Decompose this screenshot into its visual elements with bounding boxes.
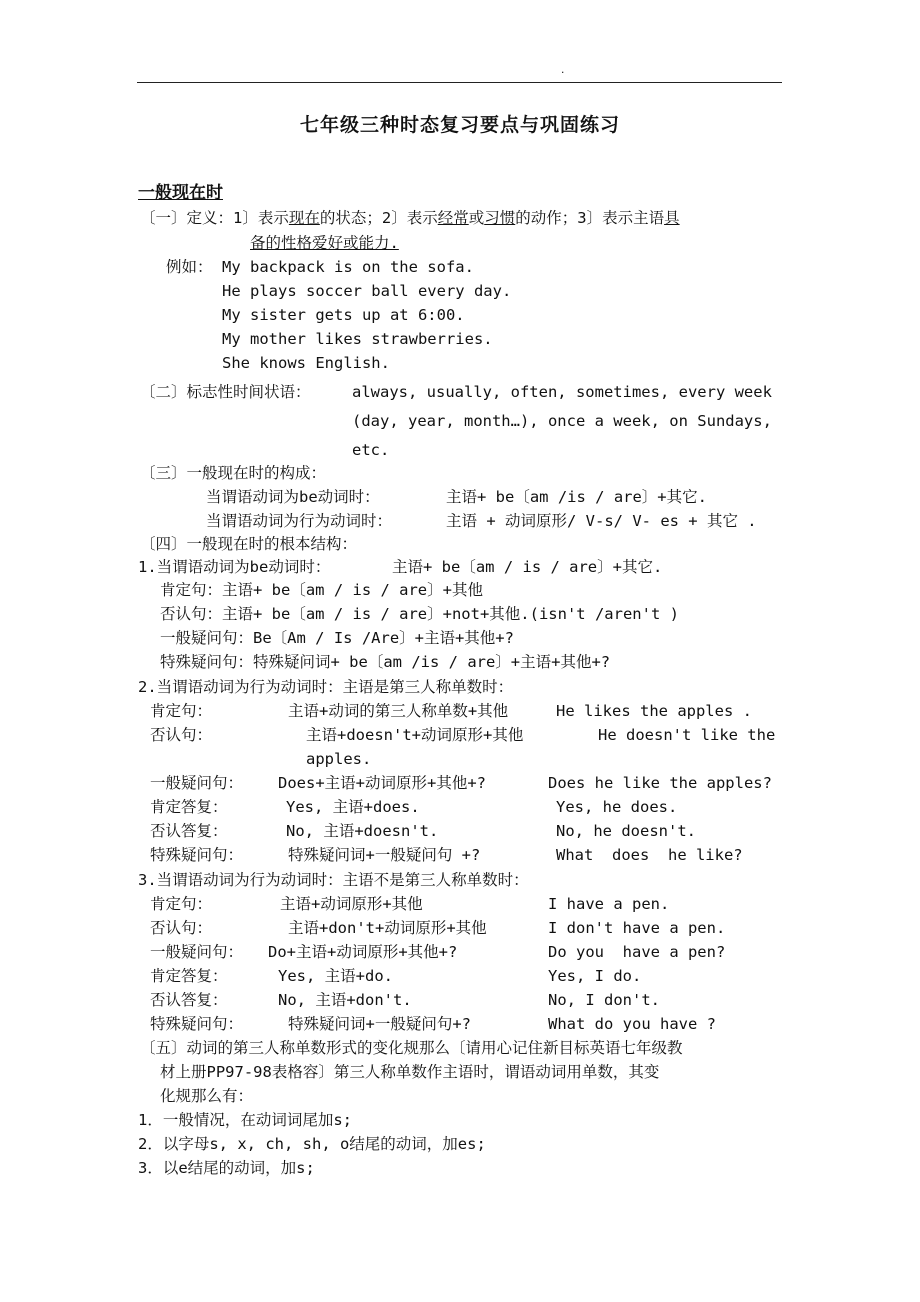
part2-row-formula: 主语+动词的第三人称单数+其他: [288, 702, 509, 720]
time-words-line: etc.: [352, 441, 390, 459]
part2-row-label: 肯定句：: [150, 702, 213, 720]
part3-row-formula: No, 主语+don't.: [278, 991, 412, 1009]
part3-row-label: 否认句：: [150, 919, 213, 937]
rules-item: 3．以e结尾的动词，加s;: [138, 1159, 315, 1177]
part3-row-label: 肯定答复：: [150, 967, 228, 985]
part3-row-label: 特殊疑问句：: [150, 1015, 244, 1033]
part3-row-formula: Do+主语+动词原形+其他+?: [268, 943, 458, 961]
section-heading: 一般现在时: [138, 183, 223, 203]
part2-row-formula: Does+主语+动词原形+其他+?: [278, 774, 486, 792]
header-rule: [137, 82, 782, 83]
rules-line-3: 化规那么有：: [160, 1087, 254, 1105]
part2-row-formula: Yes, 主语+does.: [286, 798, 420, 816]
part2-row-formula: No, 主语+doesn't.: [286, 822, 439, 840]
part3-row-example: I don't have a pen.: [548, 919, 726, 937]
rules-line-2: 材上册PP97-98表格容〕第三人称单数作主语时，谓语动词用单数，其变: [160, 1063, 660, 1081]
part3-row-label: 肯定句：: [150, 895, 213, 913]
part3-heading: 3.当谓语动词为行为动词时：主语不是第三人称单数时：: [138, 871, 529, 889]
definition-underline-3: 习惯: [484, 209, 516, 227]
structure-verb-formula: 主语 + 动词原形/ V-s/ V- es + 其它 .: [446, 512, 757, 530]
page-title: 七年级三种时态复习要点与巩固练习: [299, 114, 620, 136]
time-words-line: (day, year, month…), once a week, on Sundays,: [352, 412, 772, 430]
part1-line: 肯定句：主语+ be〔am / is / are〕+其他: [160, 581, 483, 599]
part1-heading-formula: 主语+ be〔am / is / are〕+其它.: [392, 558, 663, 576]
example-line: He plays soccer ball every day.: [222, 282, 512, 300]
rules-item: 1．一般情况，在动词词尾加s;: [138, 1111, 352, 1129]
rules-line-1: 〔五〕动词的第三人称单数形式的变化规那么〔请用心记住新目标英语七年级教: [140, 1039, 683, 1057]
structure-verb-label: 当谓语动词为行为动词时：: [206, 512, 393, 530]
part3-row-formula: Yes, 主语+do.: [278, 967, 393, 985]
part2-row-example: No, he doesn't.: [556, 822, 696, 840]
part3-row-formula: 主语+动词原形+其他: [280, 895, 423, 913]
header-dot: .: [560, 66, 566, 76]
definition-text-1: 的状态；2〕表示: [319, 209, 438, 227]
example-line: My sister gets up at 6:00.: [222, 306, 465, 324]
definition-line-1: [140, 208, 680, 228]
part3-row-example: No, I don't.: [548, 991, 660, 1009]
part2-row-label: 否认句：: [150, 726, 213, 744]
part2-heading: 2.当谓语动词为行为动词时：主语是第三人称单数时：: [138, 678, 514, 696]
structure-be-label: 当谓语动词为be动词时：: [206, 488, 380, 506]
example-line: She knows English.: [222, 354, 390, 372]
definition-text-2: 或: [468, 209, 485, 227]
part2-row-example: He likes the apples .: [556, 702, 752, 720]
part1-line: 否认句：主语+ be〔am / is / are〕+not+其他.(isn't /aren't ): [160, 605, 679, 623]
part2-row-formula: 特殊疑问词+一般疑问句 +?: [288, 846, 481, 864]
part2-row-label: 一般疑问句：: [150, 774, 244, 792]
example-line: My mother likes strawberries.: [222, 330, 493, 348]
part3-row-formula: 特殊疑问词+一般疑问句+?: [288, 1015, 471, 1033]
rules-item: 2．以字母s, x, ch, sh, o结尾的动词，加es;: [138, 1135, 486, 1153]
definition-underline-2: 经常: [437, 209, 469, 227]
part2-row-example: What does he like?: [556, 846, 743, 864]
part3-row-example: Yes, I do.: [548, 967, 642, 985]
definition-underline-4: 具: [664, 209, 680, 227]
part2-row-label: 肯定答复：: [150, 798, 228, 816]
part3-row-example: Do you have a pen?: [548, 943, 726, 961]
part2-row-formula: 主语+doesn't+动词原形+其他: [306, 726, 524, 744]
part2-row-example: He doesn't like the: [598, 726, 776, 744]
part3-row-formula: 主语+don't+动词原形+其他: [288, 919, 487, 937]
structure-be-formula: 主语+ be〔am /is / are〕+其它.: [446, 488, 707, 506]
time-words-label: 〔二〕标志性时间状语：: [140, 383, 311, 401]
part2-row-label: 否认答复：: [150, 822, 228, 840]
part2-row-label: 特殊疑问句：: [150, 846, 244, 864]
definition-underline-1: 现在: [288, 209, 320, 227]
definition-text-3: 的动作；3〕表示主语: [515, 209, 665, 227]
part2-row-example: Does he like the apples?: [548, 774, 772, 792]
time-words-line: always, usually, often, sometimes, every week: [352, 383, 772, 401]
part3-row-example: I have a pen.: [548, 895, 670, 913]
part3-row-example: What do you have ?: [548, 1015, 716, 1033]
part2-row-example: Yes, he does.: [556, 798, 678, 816]
part3-row-label: 否认答复：: [150, 991, 228, 1009]
part1-line: 一般疑问句：Be〔Am / Is /Are〕+主语+其他+?: [160, 629, 514, 647]
example-line: My backpack is on the sofa.: [222, 258, 474, 276]
part3-row-label: 一般疑问句：: [150, 943, 244, 961]
part1-line: 特殊疑问句：特殊疑问词+ be〔am /is / are〕+主语+其他+?: [160, 653, 611, 671]
basic-structure-label: 〔四〕一般现在时的根本结构：: [140, 535, 358, 553]
part1-heading: 1.当谓语动词为be动词时：: [138, 558, 331, 576]
examples-label: 例如：: [166, 258, 213, 276]
definition-line-2: 备的性格爱好或能力.: [250, 234, 399, 252]
structure-label: 〔三〕一般现在时的构成：: [140, 464, 327, 482]
definition-label: 〔一〕定义：1〕表示: [140, 209, 289, 227]
part2-row-example: apples.: [306, 750, 372, 768]
